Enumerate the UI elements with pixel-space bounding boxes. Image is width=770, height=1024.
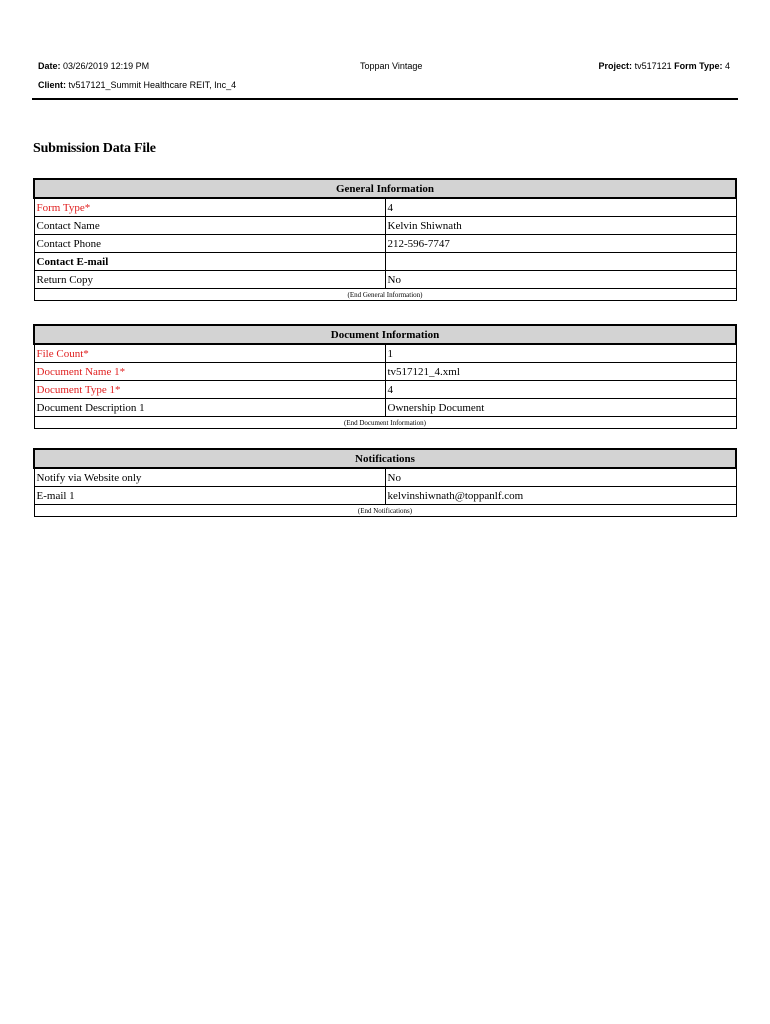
client-value: tv517121_Summit Healthcare REIT, Inc_4	[68, 80, 237, 90]
section-end-note: (End General Information)	[34, 289, 736, 301]
row-value: Ownership Document	[385, 399, 736, 417]
section-title: General Information	[34, 179, 736, 198]
row-value	[385, 253, 736, 271]
row-label: Contact E-mail	[34, 253, 385, 271]
client-label: Client:	[38, 80, 66, 90]
row-label: Notify via Website only	[34, 468, 385, 487]
header-date	[38, 61, 149, 71]
page-title: Submission Data File	[33, 141, 156, 156]
table-row	[34, 217, 736, 235]
document-information-table	[33, 324, 737, 429]
table-row	[34, 381, 736, 399]
table-row	[34, 363, 736, 381]
row-label: Document Type 1*	[34, 381, 385, 399]
table-row	[34, 253, 736, 271]
row-label: Form Type*	[34, 198, 385, 217]
row-value: kelvinshiwnath@toppanlf.com	[385, 487, 736, 505]
date-value: 03/26/2019 12:19 PM	[63, 61, 150, 71]
row-label: Document Name 1*	[34, 363, 385, 381]
row-label: Contact Name	[34, 217, 385, 235]
table-row	[34, 235, 736, 253]
row-label: File Count*	[34, 344, 385, 363]
section-title: Document Information	[34, 325, 736, 344]
header-company: Toppan Vintage	[360, 61, 423, 71]
row-value: 4	[385, 381, 736, 399]
header-divider	[32, 98, 738, 100]
table-row	[34, 487, 736, 505]
table-row	[34, 468, 736, 487]
row-value: tv517121_4.xml	[385, 363, 736, 381]
row-value: 1	[385, 344, 736, 363]
table-row	[34, 399, 736, 417]
project-label: Project:	[598, 61, 633, 71]
table-row	[34, 271, 736, 289]
row-value: No	[385, 271, 736, 289]
row-label: Return Copy	[34, 271, 385, 289]
row-label: Document Description 1	[34, 399, 385, 417]
header-project	[599, 61, 730, 71]
row-value: Kelvin Shiwnath	[385, 217, 736, 235]
row-value: 4	[385, 198, 736, 217]
row-label: Contact Phone	[34, 235, 385, 253]
general-information-table	[33, 178, 737, 301]
form-type-value: 4	[724, 61, 730, 71]
header-client	[38, 80, 236, 90]
notifications-table	[33, 448, 737, 517]
page-header	[32, 58, 738, 100]
section-title: Notifications	[34, 449, 736, 468]
row-value: 212-596-7747	[385, 235, 736, 253]
row-label: E-mail 1	[34, 487, 385, 505]
section-end-note: (End Notifications)	[34, 505, 736, 517]
row-value: No	[385, 468, 736, 487]
table-row	[34, 344, 736, 363]
section-end-note: (End Document Information)	[34, 417, 736, 429]
project-value: tv517121	[634, 61, 672, 71]
table-row	[34, 198, 736, 217]
date-label: Date:	[38, 61, 61, 71]
form-type-label: Form Type:	[674, 61, 723, 71]
